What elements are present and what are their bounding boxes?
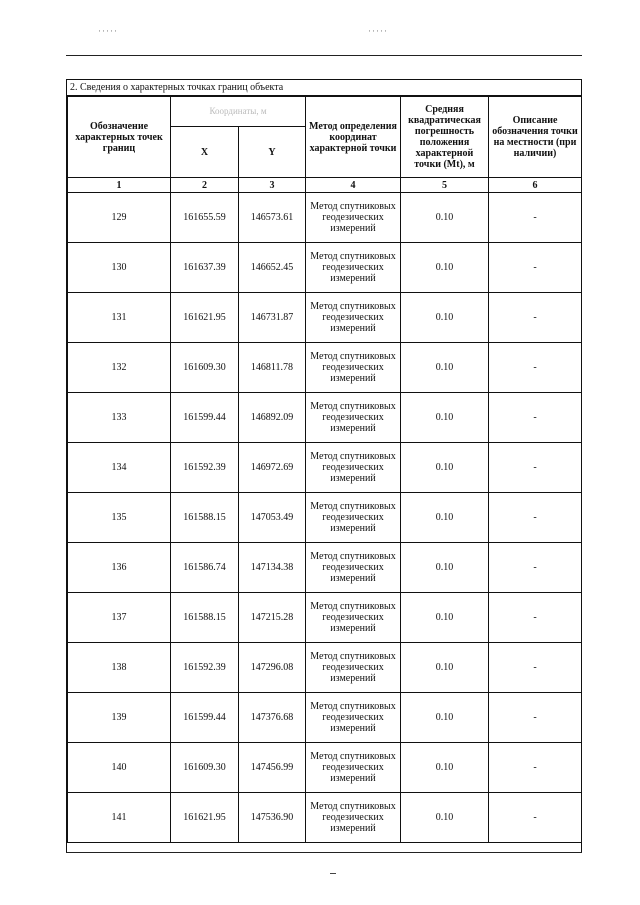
cell-x: 161621.95 (171, 793, 239, 843)
section-title: 2. Сведения о характерных точках границ объекта (67, 80, 581, 96)
header-row-top (68, 97, 582, 127)
cell-point: 132 (68, 343, 171, 393)
cell-method: Метод спутниковых геодезических измерений (306, 293, 401, 343)
points-grid-body (68, 97, 582, 843)
cell-method: Метод спутниковых геодезических измерений (306, 743, 401, 793)
cell-y: 146573.61 (239, 193, 306, 243)
cell-marking: - (489, 743, 582, 793)
header-mark-center: ····· (368, 26, 388, 36)
cell-point: 136 (68, 543, 171, 593)
cell-accuracy: 0.10 (401, 343, 489, 393)
cell-point: 140 (68, 743, 171, 793)
cell-accuracy: 0.10 (401, 443, 489, 493)
cell-y: 147296.08 (239, 643, 306, 693)
cell-x: 161637.39 (171, 243, 239, 293)
cell-point: 137 (68, 593, 171, 643)
cell-marking: - (489, 393, 582, 443)
cell-method: Метод спутниковых геодезических измерений (306, 193, 401, 243)
cell-y: 146972.69 (239, 443, 306, 493)
table-row (68, 243, 582, 293)
cell-x: 161588.15 (171, 493, 239, 543)
column-index: 4 (306, 178, 401, 193)
table-row (68, 793, 582, 843)
cell-point: 141 (68, 793, 171, 843)
cell-y: 147134.38 (239, 543, 306, 593)
cell-marking: - (489, 593, 582, 643)
table-row (68, 343, 582, 393)
cell-method: Метод спутниковых геодезических измерений (306, 443, 401, 493)
cell-marking: - (489, 793, 582, 843)
cell-accuracy: 0.10 (401, 593, 489, 643)
cell-marking: - (489, 343, 582, 393)
cell-accuracy: 0.10 (401, 193, 489, 243)
cell-method: Метод спутниковых геодезических измерений (306, 543, 401, 593)
table-row (68, 693, 582, 743)
cell-y: 147456.99 (239, 743, 306, 793)
column-index-row (68, 178, 582, 193)
cell-method: Метод спутниковых геодезических измерений (306, 343, 401, 393)
col-accuracy-header: Средняя квадратическая погрешность положения характерной точки (Mt), м (401, 97, 489, 178)
footer-mark (330, 873, 336, 874)
points-grid (67, 96, 582, 843)
cell-method: Метод спутниковых геодезических измерений (306, 693, 401, 743)
cell-y: 146731.87 (239, 293, 306, 343)
cell-x: 161592.39 (171, 643, 239, 693)
cell-x: 161588.15 (171, 593, 239, 643)
cell-y: 147536.90 (239, 793, 306, 843)
cell-y: 146811.78 (239, 343, 306, 393)
bottom-rule (66, 852, 582, 853)
cell-y: 147215.28 (239, 593, 306, 643)
boundary-points-table (67, 96, 581, 843)
table-row (68, 493, 582, 543)
cell-marking: - (489, 643, 582, 693)
col-y-header: Y (239, 127, 306, 178)
cell-accuracy: 0.10 (401, 543, 489, 593)
cell-accuracy: 0.10 (401, 743, 489, 793)
cell-y: 147376.68 (239, 693, 306, 743)
cell-y: 147053.49 (239, 493, 306, 543)
cell-point: 133 (68, 393, 171, 443)
cell-x: 161655.59 (171, 193, 239, 243)
table-row (68, 743, 582, 793)
table-row (68, 593, 582, 643)
cell-y: 146652.45 (239, 243, 306, 293)
col-coordinates-group-header: Координаты, м (171, 97, 306, 127)
column-index: 5 (401, 178, 489, 193)
cell-method: Метод спутниковых геодезических измерений (306, 643, 401, 693)
column-index: 3 (239, 178, 306, 193)
table-row (68, 393, 582, 443)
cell-x: 161586.74 (171, 543, 239, 593)
cell-point: 134 (68, 443, 171, 493)
cell-method: Метод спутниковых геодезических измерений (306, 493, 401, 543)
cell-point: 139 (68, 693, 171, 743)
col-marking-header: Описание обозначения точки на местности (при наличии) (489, 97, 582, 178)
cell-x: 161621.95 (171, 293, 239, 343)
cell-x: 161609.30 (171, 743, 239, 793)
col-designation-header: Обозначение характерных точек границ (68, 97, 171, 178)
cell-marking: - (489, 243, 582, 293)
cell-point: 135 (68, 493, 171, 543)
cell-accuracy: 0.10 (401, 643, 489, 693)
header-mark-left: ····· (98, 26, 118, 36)
cell-point: 129 (68, 193, 171, 243)
table-row (68, 543, 582, 593)
cell-y: 146892.09 (239, 393, 306, 443)
cell-marking: - (489, 193, 582, 243)
cell-x: 161599.44 (171, 693, 239, 743)
cell-point: 138 (68, 643, 171, 693)
cell-method: Метод спутниковых геодезических измерений (306, 793, 401, 843)
cell-method: Метод спутниковых геодезических измерений (306, 243, 401, 293)
table-row (68, 293, 582, 343)
column-index: 2 (171, 178, 239, 193)
cell-marking: - (489, 443, 582, 493)
cell-accuracy: 0.10 (401, 243, 489, 293)
cell-accuracy: 0.10 (401, 793, 489, 843)
column-index: 1 (68, 178, 171, 193)
cell-marking: - (489, 543, 582, 593)
cell-accuracy: 0.10 (401, 493, 489, 543)
table-row (68, 443, 582, 493)
cell-accuracy: 0.10 (401, 693, 489, 743)
cell-point: 131 (68, 293, 171, 343)
cell-x: 161609.30 (171, 343, 239, 393)
cell-point: 130 (68, 243, 171, 293)
column-index: 6 (489, 178, 582, 193)
top-rule (66, 55, 582, 56)
cell-x: 161599.44 (171, 393, 239, 443)
cell-marking: - (489, 293, 582, 343)
table-row (68, 193, 582, 243)
cell-method: Метод спутниковых геодезических измерений (306, 393, 401, 443)
cell-method: Метод спутниковых геодезических измерений (306, 593, 401, 643)
boundary-points-section (66, 79, 582, 853)
col-x-header: X (171, 127, 239, 178)
cell-marking: - (489, 693, 582, 743)
cell-x: 161592.39 (171, 443, 239, 493)
col-method-header: Метод определения координат характерной точки (306, 97, 401, 178)
cell-accuracy: 0.10 (401, 293, 489, 343)
cell-marking: - (489, 493, 582, 543)
cell-accuracy: 0.10 (401, 393, 489, 443)
table-row (68, 643, 582, 693)
